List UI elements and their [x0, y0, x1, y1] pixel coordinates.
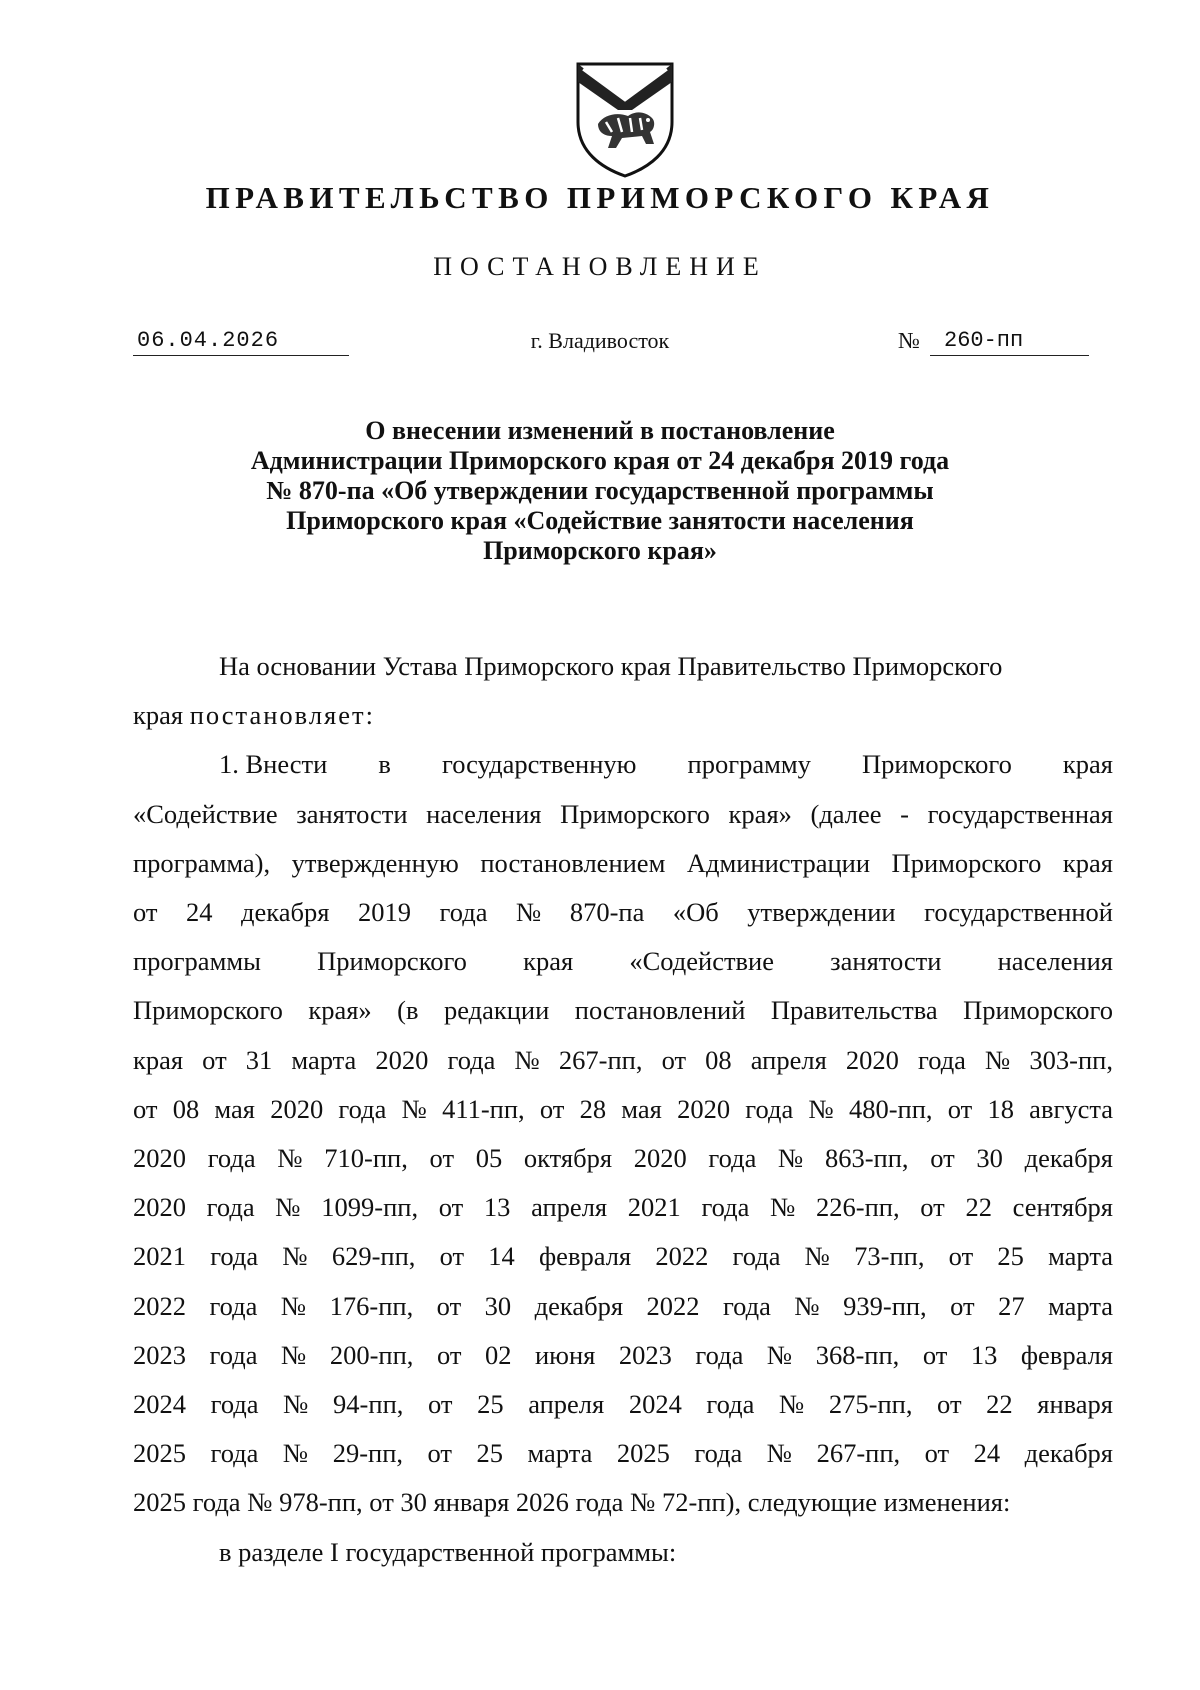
document-date: 06.04.2026	[133, 328, 349, 356]
resolution-verb: постановляет:	[189, 700, 375, 731]
body-word: Приморского	[861, 749, 1012, 780]
subject-line: № 870-па «Об утверждении государственной программы	[266, 476, 934, 505]
body-line: от 24 декабря 2019 года № 870-па «Об утверждении государственной	[133, 897, 1113, 928]
body-word: занятости	[830, 946, 942, 977]
body-word: программы	[133, 946, 261, 977]
subject-line: Администрации Приморского края от 24 декабря 2019 года	[250, 446, 950, 475]
coat-of-arms-icon	[570, 60, 680, 178]
body-word: государственную	[441, 749, 637, 780]
body-word: края	[133, 700, 184, 731]
body-line: 2025 года № 29-пп, от 25 марта 2025 года № 267-пп, от 24 декабря	[133, 1438, 1113, 1469]
document-subject	[150, 416, 1050, 566]
body-line	[133, 691, 1113, 740]
subject-line: О внесении изменений в постановление	[365, 416, 835, 445]
body-line	[133, 740, 1113, 789]
body-line: Приморского края» (в редакции постановлений Правительства Приморского	[133, 995, 1113, 1026]
body-word: программу	[687, 749, 811, 780]
body-line	[133, 937, 1113, 986]
body-line: 2025 года № 978-пп, от 30 января 2026 года № 72-пп), следующие изменения:	[133, 1487, 1011, 1518]
document-city: г. Владивосток	[530, 328, 670, 353]
document-number: 260-пп	[930, 328, 1089, 356]
body-line: 2022 года № 176-пп, от 30 декабря 2022 года № 939-пп, от 27 марта	[133, 1290, 1113, 1321]
number-label: №	[898, 328, 920, 353]
body-line: края от 31 марта 2020 года № 267-пп, от 08 апреля 2020 года № 303-пп,	[133, 1044, 1113, 1075]
body-line: 2021 года № 629-пп, от 14 февраля 2022 года № 73-пп, от 25 марта	[133, 1241, 1113, 1272]
body-line: программа), утвержденную постановлением Администрации Приморского края	[133, 847, 1113, 878]
subject-line: Приморского края»	[483, 536, 717, 565]
body-line: «Содействие занятости населения Приморского края» (далее - государственная	[133, 798, 1113, 829]
body-line: в разделе I государственной программы:	[219, 1536, 677, 1567]
body-word: края	[1062, 749, 1113, 780]
body-line: от 08 мая 2020 года № 411-пп, от 28 мая 2020 года № 480-пп, от 18 августа	[133, 1093, 1113, 1124]
document-type: ПОСТАНОВЛЕНИЕ	[433, 252, 767, 281]
document-body	[133, 642, 1113, 1577]
subject-line: Приморского края «Содействие занятости населения	[286, 506, 914, 535]
body-line: 2020 года № 710-пп, от 05 октября 2020 года № 863-пп, от 30 декабря	[133, 1143, 1113, 1174]
body-word: Приморского	[317, 946, 467, 977]
body-line: 2024 года № 94-пп, от 25 апреля 2024 года № 275-пп, от 22 января	[133, 1389, 1113, 1420]
body-word: 1. Внести	[219, 749, 328, 780]
body-word: в	[378, 749, 391, 780]
body-line: 2020 года № 1099-пп, от 13 апреля 2021 года № 226-пп, от 22 сентября	[133, 1192, 1113, 1223]
body-line: На основании Устава Приморского края Правительство Приморского	[219, 651, 1003, 681]
body-line: 2023 года № 200-пп, от 02 июня 2023 года № 368-пп, от 13 февраля	[133, 1339, 1113, 1370]
body-word: населения	[997, 946, 1113, 977]
body-word: «Содействие	[629, 946, 774, 977]
body-word: края	[523, 946, 574, 977]
government-title: ПРАВИТЕЛЬСТВО ПРИМОРСКОГО КРАЯ	[205, 180, 995, 215]
